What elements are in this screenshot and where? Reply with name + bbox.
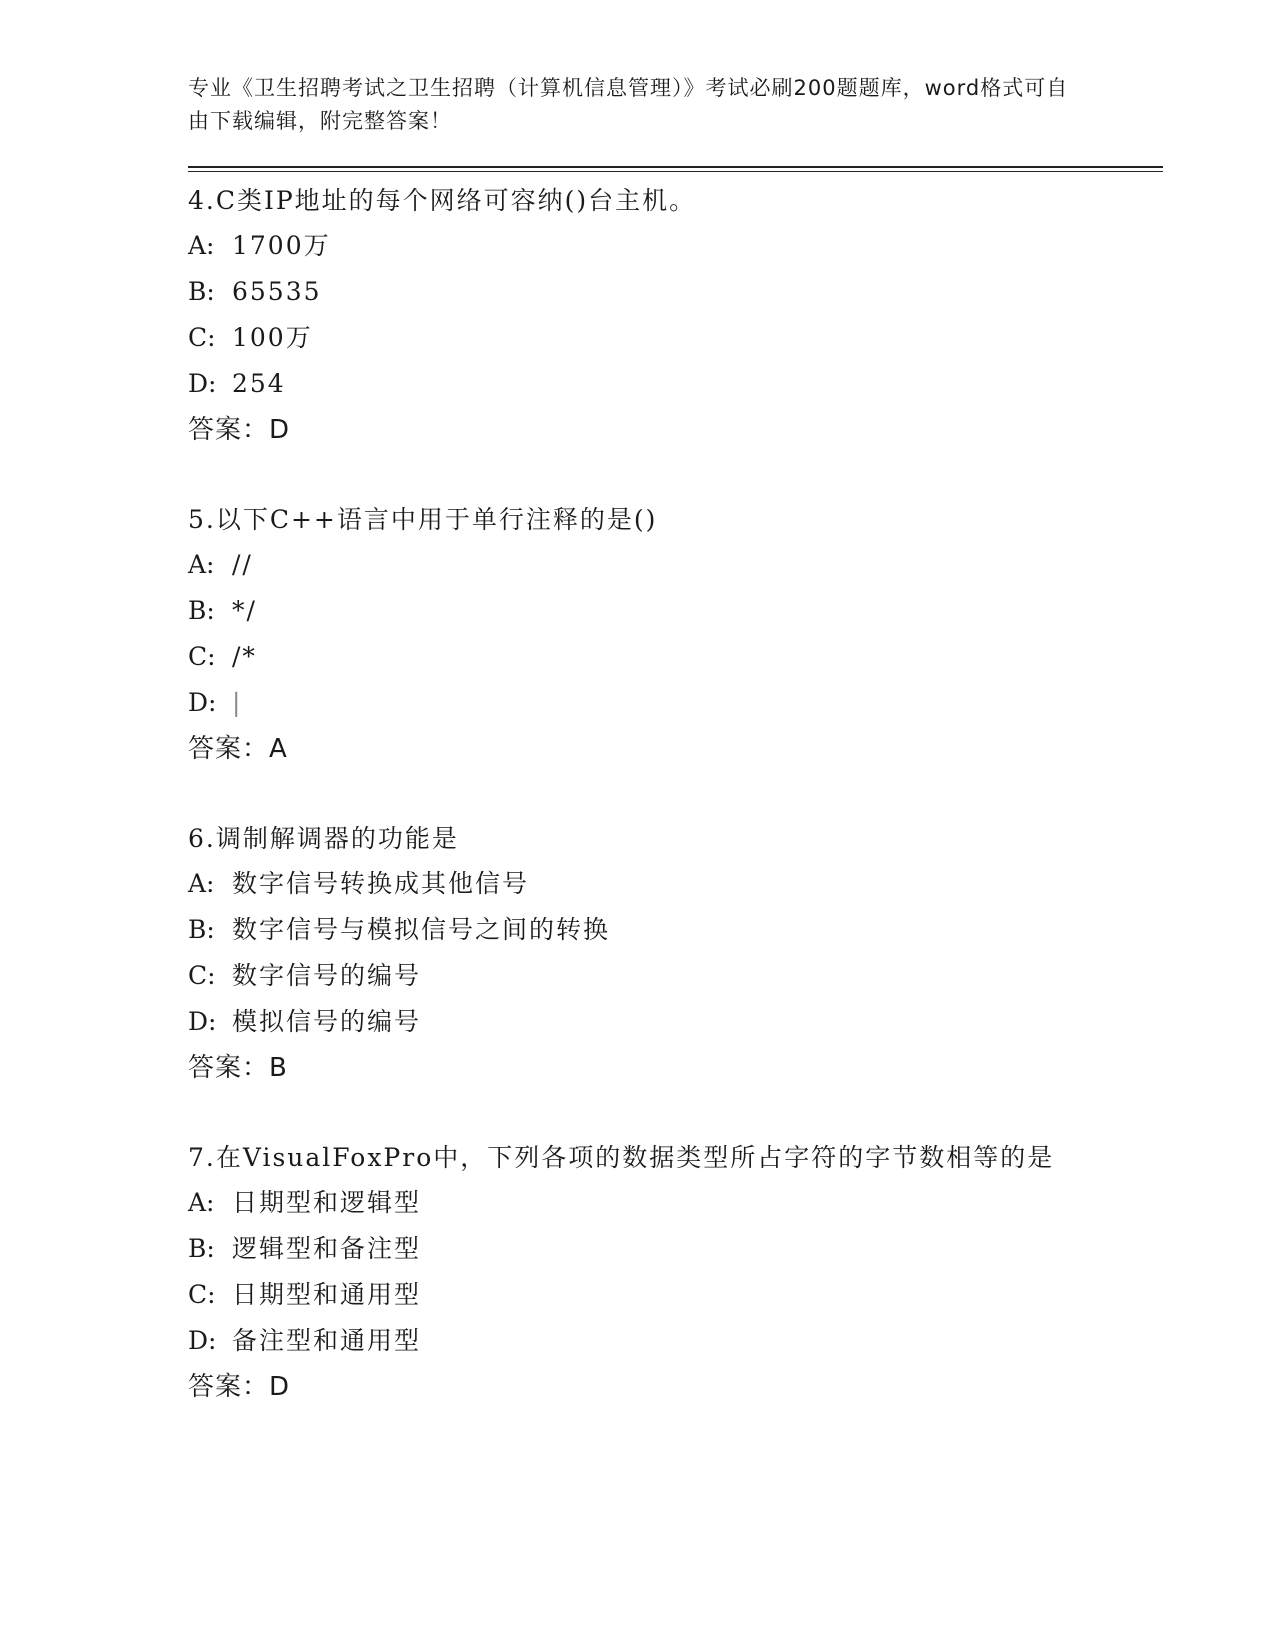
option-text: 备注型和通用型 — [232, 1326, 422, 1355]
document-header-title: 专业《卫生招聘考试之卫生招聘（计算机信息管理）》考试必刷200题题库，word格式可自由下载编辑，附完整答案！ — [188, 76, 1069, 133]
question-option — [188, 953, 1163, 999]
option-text: // — [232, 550, 253, 579]
option-label: B: — [188, 915, 215, 944]
option-text: 日期型和逻辑型 — [232, 1188, 422, 1217]
question-item — [188, 178, 1163, 453]
question-item — [188, 497, 1163, 772]
option-text: 逻辑型和备注型 — [232, 1234, 422, 1263]
document-page — [188, 72, 1163, 1454]
option-text: 模拟信号的编号 — [232, 1007, 422, 1036]
option-text: 1700万 — [232, 231, 331, 260]
question-option — [188, 907, 1163, 953]
option-label: D: — [188, 1326, 217, 1355]
question-answer: 答案：D — [188, 1372, 291, 1402]
option-label: B: — [188, 1234, 215, 1263]
option-text: 100万 — [232, 323, 313, 352]
question-item — [188, 816, 1163, 1091]
option-text: 数字信号的编号 — [232, 961, 422, 990]
question-stem: 4.C类IP地址的每个网络可容纳()台主机。 — [188, 186, 697, 215]
question-stem: 6.调制解调器的功能是 — [188, 824, 459, 853]
option-text: 数字信号转换成其他信号 — [232, 869, 530, 898]
option-text: 65535 — [232, 277, 322, 306]
option-label: B: — [188, 277, 215, 306]
option-label: A: — [188, 869, 215, 898]
question-stem: 7.在VisualFoxPro中，下列各项的数据类型所占字符的字节数相等的是 — [188, 1143, 1055, 1172]
option-label: A: — [188, 1188, 215, 1217]
option-text: 254 — [232, 369, 286, 398]
question-list — [188, 178, 1163, 1410]
option-text: 数字信号与模拟信号之间的转换 — [232, 915, 611, 944]
option-label: C: — [188, 961, 216, 990]
option-label: D: — [188, 1007, 217, 1036]
question-option — [188, 269, 1163, 315]
option-label: A: — [188, 550, 215, 579]
question-option — [188, 1272, 1163, 1318]
question-answer: 答案：D — [188, 415, 291, 445]
option-label: C: — [188, 323, 216, 352]
option-text: */ — [232, 596, 257, 625]
option-label: C: — [188, 642, 216, 671]
option-text: /* — [232, 642, 257, 671]
question-option — [188, 1318, 1163, 1364]
option-label: A: — [188, 231, 215, 260]
option-label: B: — [188, 596, 215, 625]
question-option — [188, 223, 1163, 269]
question-option — [188, 1180, 1163, 1226]
question-option — [188, 634, 1163, 680]
question-option — [188, 999, 1163, 1045]
question-stem: 5.以下C++语言中用于单行注释的是() — [188, 505, 658, 534]
question-answer: 答案：B — [188, 1053, 288, 1083]
question-item — [188, 1135, 1163, 1410]
option-label: D: — [188, 688, 217, 717]
question-option — [188, 680, 1163, 726]
question-option — [188, 542, 1163, 588]
option-text: 日期型和通用型 — [232, 1280, 422, 1309]
question-option — [188, 588, 1163, 634]
option-label: C: — [188, 1280, 216, 1309]
question-option — [188, 1226, 1163, 1272]
question-option — [188, 315, 1163, 361]
question-option — [188, 861, 1163, 907]
header-divider — [188, 166, 1163, 168]
option-label: D: — [188, 369, 217, 398]
option-text: | — [232, 688, 243, 717]
question-option — [188, 361, 1163, 407]
question-answer: 答案：A — [188, 734, 288, 764]
